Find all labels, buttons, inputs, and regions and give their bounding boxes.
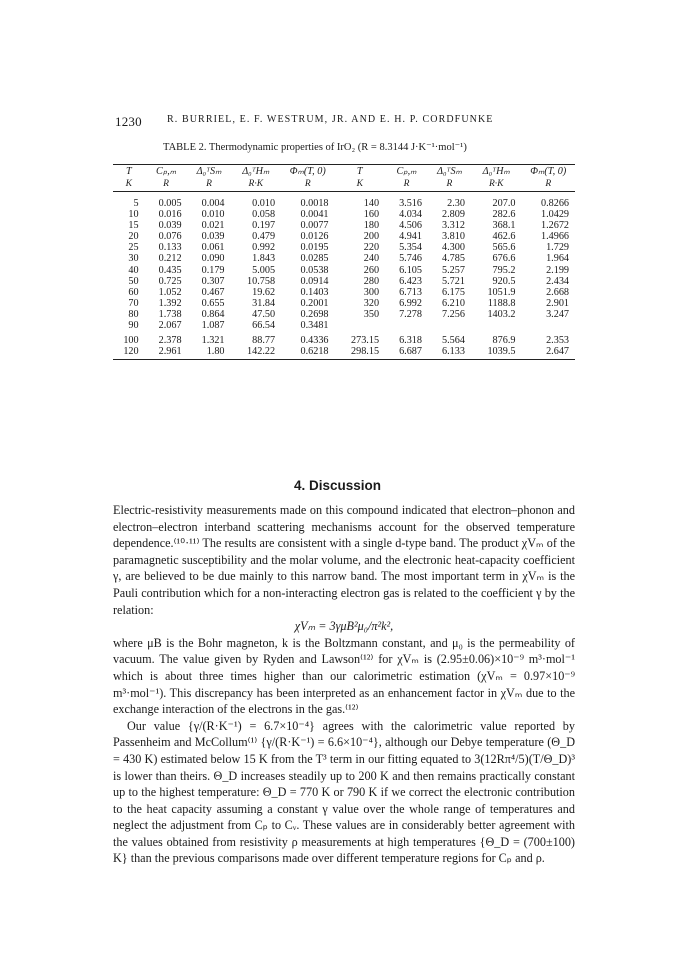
section-body [113,502,575,867]
table-cell: 462.6 [492,231,516,243]
table-cell: 60 [128,286,139,298]
table-cell: 0.039 [201,231,225,243]
table-row [113,320,575,331]
table-cell: 1051.9 [487,286,516,298]
table-cell: 0.061 [201,242,225,254]
table-cell: 40 [128,264,139,276]
table-cell: 1.052 [158,286,182,298]
table-cell: 90 [128,320,139,332]
table-cell: 2.434 [546,275,569,287]
table-header-row [113,165,575,180]
table-cell: 2.647 [521,346,575,360]
col-unit: K [335,179,386,192]
table-cell: 3.312 [442,220,465,232]
table-cell: 2.353 [546,335,569,347]
table-row [113,331,575,346]
table-cell: 0.864 [201,308,225,320]
table-row [113,287,575,298]
col-header: Φₘ(T, 0) [281,165,334,180]
table-cell: 4.506 [399,220,422,232]
col-header: Δ₀ᵀHₘ [231,165,282,180]
table-cell: 100 [123,335,139,347]
table-cell: 0.058 [252,209,276,221]
table-row [113,209,575,220]
table-cell: 10 [128,209,139,221]
table-cell: 0.076 [158,231,182,243]
table-cell: 6.318 [399,335,422,347]
table-cell: 876.9 [492,335,516,347]
table-cell [385,320,428,331]
col-unit: R [145,179,188,192]
col-header: T [113,165,145,180]
table-cell: 6.713 [399,286,422,298]
table-cell: 140 [363,198,380,209]
table-cell: 0.004 [201,198,225,209]
table-cell: 0.0018 [300,198,329,209]
table-cell: 0.010 [201,209,225,221]
table-cell: 66.54 [252,320,276,332]
col-unit: K [113,179,145,192]
table-cell: 3.516 [399,198,422,209]
col-header: Cₚ,ₘ [145,165,188,180]
table-cell: 3.247 [546,308,569,320]
running-header-authors: R. BURRIEL, E. F. WESTRUM, JR. AND E. H. P. CORDFUNKE [167,114,494,125]
table-cell: 1188.8 [487,297,516,309]
table-cell: 795.2 [492,264,516,276]
table-cell: 6.992 [399,297,422,309]
table-cell: 5.721 [442,275,465,287]
table-cell: 6.105 [399,264,422,276]
table-cell: 0.1403 [300,286,329,298]
table-cell: 4.785 [442,253,465,265]
table-cell: 0.016 [158,209,182,221]
table-cell: 0.010 [252,198,276,209]
col-unit: R [521,179,575,192]
table-cell: 0.005 [158,198,182,209]
table-cell: 0.655 [201,297,225,309]
table-cell: 1403.2 [487,308,516,320]
table-row [113,276,575,287]
col-header: Δ₀ᵀSₘ [188,165,231,180]
table-cell: 7.256 [442,308,465,320]
table-cell: 30 [128,253,139,265]
table-cell: 0.0041 [300,209,329,221]
table-cell [471,320,522,331]
table-cell: 5.005 [252,264,276,276]
table-cell: 200 [363,231,380,243]
table-row [113,346,575,360]
table-cell: 6.175 [442,286,465,298]
table-cell: 0.3481 [300,320,329,332]
table-cell: 0.725 [158,275,182,287]
table-cell: 0.992 [252,242,276,254]
table-cell: 180 [363,220,380,232]
table-cell: 207.0 [492,198,516,209]
paragraph: Our value {γ/(R·K⁻¹) = 6.7×10⁻⁴} agrees with the calorimetric value reported by Passenheim and McCollum⁽¹⁾ {γ/(R·K⁻¹) = 6.6×10⁻⁴}, although our Debye temperature (Θ_D = 430 K) estimated below 15 K from the T³ term in our fitting equated to 3(12Rπ⁴/5)(T/Θ_D)³ is lower than theirs. Θ_D increases steadily up to 200 K and then remains practically constant up to the highest temperature: Θ_D = 770 K or 790 K if we correct the electronic contribution to the heat capacity assuming a constant γ value over the whole range of temperatures and neglect the adjustment from Cₚ to Cᵥ. These values are in considerably better agreement with the values obtained from resistivity ρ measurements at high temperatures {Θ_D = (700±100) K} than the previous comparisons made over different temperature regions for Cₚ and ρ. [113,718,575,866]
col-unit: R·K [231,179,282,192]
table-cell: 0.0126 [300,231,329,243]
paragraph: where μB is the Bohr magneton, k is the Boltzmann constant, and μ₀ is the permeability of vacuum. The value given by Ryden and Lawson⁽¹²⁾ for χVₘ is (2.95±0.06)×10⁻⁹ m³·mol⁻¹ which is about three times higher than our calorimetric estimation (χVₘ = 0.97×10⁻⁹ m³·mol⁻¹). This discrepancy has been interpreted as an enhancement factor in χVₘ due to the exchange interaction of the electrons in the gas.⁽¹²⁾ [113,635,575,717]
table-cell: 1.738 [158,308,182,320]
col-unit: R [188,179,231,192]
table-cell: 2.30 [447,198,465,209]
table-cell: 25 [128,242,139,254]
table-cell: 0.212 [158,253,182,265]
table-row [113,253,575,264]
table-cell: 5.564 [442,335,465,347]
table-cell: 142.22 [231,346,282,360]
table-cell: 1.843 [252,253,276,265]
table-row [113,192,575,210]
table-cell: 88.77 [252,335,276,347]
table-cell [428,320,471,331]
table-cell: 0.0914 [300,275,329,287]
table-cell [521,320,575,331]
table-cell: 5 [133,198,139,209]
table-cell: 19.62 [252,286,276,298]
table-cell: 2.961 [145,346,188,360]
table-cell: 1.2672 [540,220,569,232]
table-cell: 300 [363,286,380,298]
table-cell: 565.6 [492,242,516,254]
table-cell: 120 [113,346,145,360]
table-cell: 2.199 [546,264,569,276]
table-cell: 50 [128,275,139,287]
table-cell: 70 [128,297,139,309]
table-cell: 1039.5 [471,346,522,360]
table-cell: 0.090 [201,253,225,265]
col-header: Δ₀ᵀSₘ [428,165,471,180]
table-cell: 0.467 [201,286,225,298]
table-cell: 6.210 [442,297,465,309]
table-cell: 282.6 [492,209,516,221]
table-cell: 0.435 [158,264,182,276]
table-cell: 5.257 [442,264,465,276]
table-cell: 1.4966 [540,231,569,243]
table-caption: TABLE 2. Thermodynamic properties of IrO₂ (R = 8.3144 J·K⁻¹·mol⁻¹) [163,142,467,153]
table-cell: 3.810 [442,231,465,243]
col-header: Φₘ(T, 0) [521,165,575,180]
col-header: Cₚ,ₘ [385,165,428,180]
table-cell: 160 [363,209,380,221]
table-cell: 0.4336 [300,335,329,347]
table-cell: 1.964 [546,253,569,265]
table-cell: 1.392 [158,297,182,309]
table-cell: 298.15 [335,346,386,360]
table-cell: 0.307 [201,275,225,287]
equation: χVₘ = 3γμB²μ₀/π²k², [294,619,394,634]
table-cell: 0.2698 [300,308,329,320]
running-header [115,114,575,130]
table-cell: 47.50 [252,308,276,320]
table-cell: 31.84 [252,297,276,309]
table-body [113,192,575,360]
table-cell: 5.354 [399,242,422,254]
col-unit: R [428,179,471,192]
table-cell: 0.0285 [300,253,329,265]
table-cell: 0.0195 [300,242,329,254]
table-cell: 1.729 [546,242,569,254]
table-cell: 260 [363,264,380,276]
table-cell: 5.746 [399,253,422,265]
table-cell: 0.2001 [300,297,329,309]
table-cell [335,320,386,331]
table-row [113,298,575,309]
section-title: 4. Discussion [293,478,382,493]
table-cell: 6.687 [385,346,428,360]
thermodynamic-table [113,164,575,360]
table-cell: 4.034 [399,209,422,221]
table-cell: 368.1 [492,220,516,232]
table-cell: 1.087 [201,320,225,332]
table-cell: 920.5 [492,275,516,287]
col-unit: R·K [471,179,522,192]
table-units-row [113,179,575,192]
table-cell: 0.133 [158,242,182,254]
table-cell: 0.479 [252,231,276,243]
table-cell: 2.901 [546,297,569,309]
table-cell: 320 [363,297,380,309]
table-cell: 4.941 [399,231,422,243]
table-cell: 1.80 [188,346,231,360]
page-number: 1230 [115,114,142,129]
table-cell: 2.668 [546,286,569,298]
table-cell: 2.067 [158,320,182,332]
table-cell: 80 [128,308,139,320]
table-cell: 0.197 [252,220,276,232]
table-cell: 240 [363,253,380,265]
table-cell: 0.0538 [300,264,329,276]
col-header: T [335,165,386,180]
table-cell: 6.423 [399,275,422,287]
table-cell: 0.0077 [300,220,329,232]
table-cell: 0.039 [158,220,182,232]
col-header: Δ₀ᵀHₘ [471,165,522,180]
table-cell: 1.0429 [540,209,569,221]
table-cell: 350 [363,308,380,320]
table-cell: 273.15 [351,335,380,347]
table-cell: 0.021 [201,220,225,232]
table-cell: 6.133 [428,346,471,360]
table-cell: 7.278 [399,308,422,320]
table-cell: 0.179 [201,264,225,276]
table-cell: 280 [363,275,380,287]
table-cell: 2.378 [158,335,182,347]
table-row [113,231,575,242]
table-row [113,220,575,231]
paragraph: Electric-resistivity measurements made on this compound indicated that electron–phonon and electron–electron interband scattering mechanisms account for the observed temperature dependence.⁽¹⁰·¹¹⁾ The results are consistent with a single d-type band. The product χVₘ of the paramagnetic susceptibility and the molar volume, and the electronic heat-capacity coefficient γ, are believed to be due mainly to this narrow band. The most important term in χVₘ is the Pauli contribution which for a non-interacting electron gas is related to the coefficient γ by the relation: [113,503,575,617]
table-cell: 220 [363,242,380,254]
table-cell: 2.809 [442,209,465,221]
col-unit: R [281,179,334,192]
table-cell: 0.8266 [540,198,569,209]
table-cell: 20 [128,231,139,243]
table-cell: 1.321 [201,335,225,347]
table-cell: 0.6218 [281,346,334,360]
table-cell: 4.300 [442,242,465,254]
table-row [113,309,575,320]
table-row [113,242,575,253]
table-row [113,265,575,276]
table-cell: 10.758 [247,275,276,287]
table-cell: 676.6 [492,253,516,265]
table-cell: 15 [128,220,139,232]
col-unit: R [385,179,428,192]
